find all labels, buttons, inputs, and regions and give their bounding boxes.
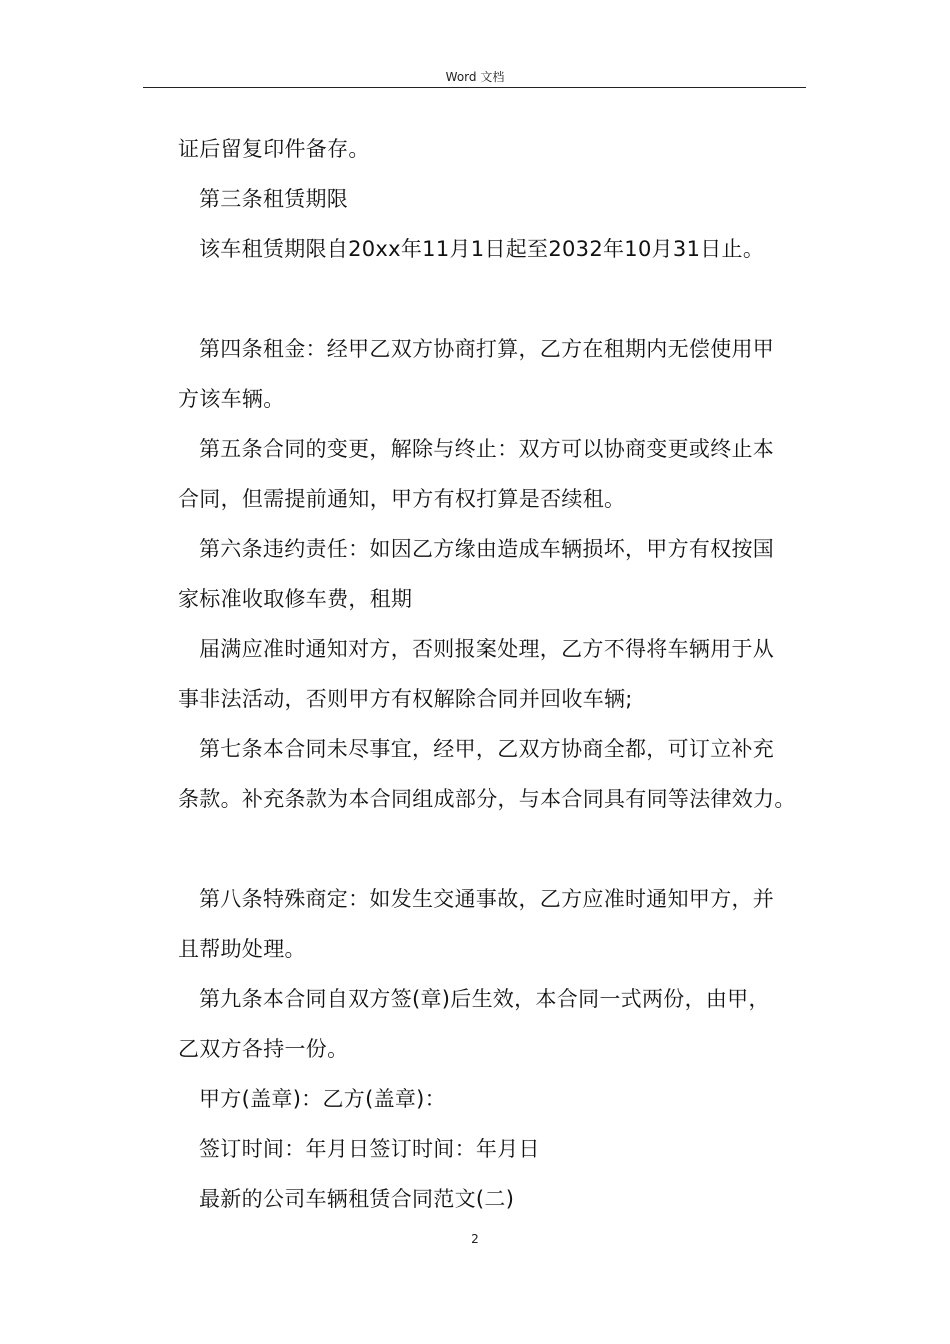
page-number: 2 bbox=[471, 1232, 479, 1246]
paragraph-line: 第七条本合同未尽事宜，经甲，乙双方协商全都，可订立补充 bbox=[199, 737, 775, 761]
blank-line bbox=[178, 824, 818, 874]
header-divider bbox=[143, 87, 806, 88]
paragraph-line: 第八条特殊商定：如发生交通事故，乙方应准时通知甲方，并 bbox=[199, 887, 775, 911]
paragraph-line: 合同，但需提前通知，甲方有权打算是否续租。 bbox=[178, 487, 626, 511]
paragraph-line: 家标准收取修车费，租期 bbox=[178, 587, 413, 611]
paragraph-line: 方该车辆。 bbox=[178, 387, 285, 411]
document-body bbox=[178, 124, 818, 1224]
paragraph-line: 该车租赁期限自20xx年11月1日起至2032年10月31日止。 bbox=[199, 237, 765, 261]
paragraph-line: 第九条本合同自双方签(章)后生效，本合同一式两份，由甲， bbox=[199, 987, 770, 1011]
paragraph-line: 事非法活动，否则甲方有权解除合同并回收车辆; bbox=[178, 687, 633, 711]
paragraph-line: 第六条违约责任：如因乙方缘由造成车辆损坏，甲方有权按国 bbox=[199, 537, 775, 561]
paragraph-line: 证后留复印件备存。 bbox=[178, 137, 370, 161]
paragraph-line: 最新的公司车辆租赁合同范文(二) bbox=[199, 1187, 515, 1211]
paragraph-line: 签订时间：年月日签订时间：年月日 bbox=[199, 1137, 540, 1161]
header-label: Word 文档 bbox=[445, 70, 505, 84]
paragraph-line: 第三条租赁期限 bbox=[199, 187, 349, 211]
paragraph-line: 第四条租金：经甲乙双方协商打算，乙方在租期内无偿使用甲 bbox=[199, 337, 775, 361]
paragraph-line: 乙双方各持一份。 bbox=[178, 1037, 349, 1061]
paragraph-line: 甲方(盖章)：乙方(盖章)： bbox=[199, 1087, 446, 1111]
paragraph-line: 第五条合同的变更，解除与终止：双方可以协商变更或终止本 bbox=[199, 437, 775, 461]
blank-line bbox=[178, 274, 818, 324]
paragraph-line: 条款。补充条款为本合同组成部分，与本合同具有同等法律效力。 bbox=[178, 787, 796, 811]
paragraph-line: 且帮助处理。 bbox=[178, 937, 306, 961]
paragraph-line: 届满应准时通知对方，否则报案处理，乙方不得将车辆用于从 bbox=[199, 637, 775, 661]
